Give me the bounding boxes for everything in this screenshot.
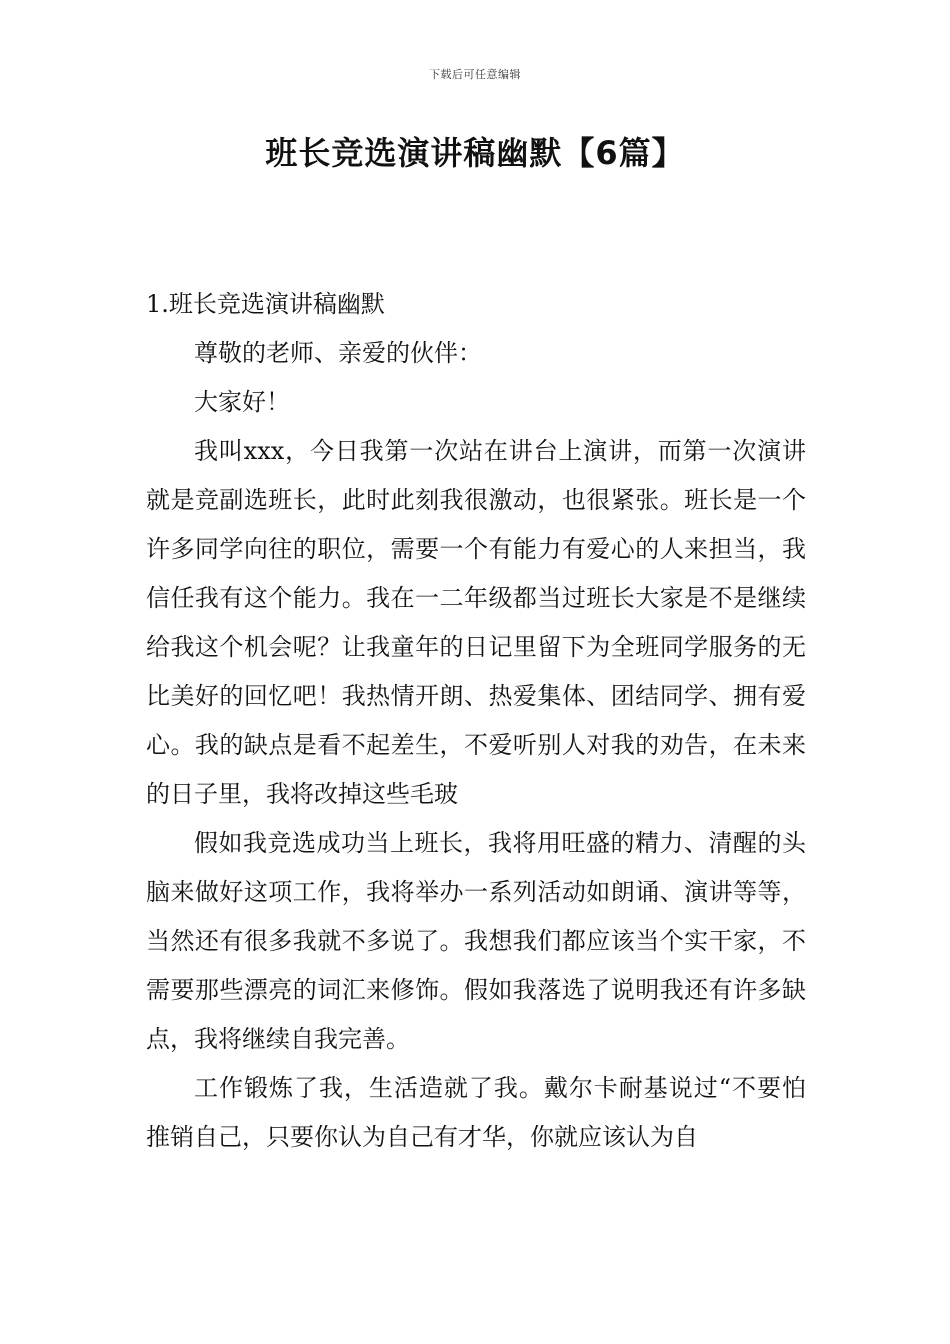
body-paragraph: 我叫xxx，今日我第一次站在讲台上演讲，而第一次演讲就是竞副选班长，此时此刻我很激动，也很紧张。班长是一个许多同学向往的职位，需要一个有能力有爱心的人来担当，我信任我有这个能力。我在一二年级都当过班长大家是不是继续给我这个机会呢？让我童年的日记里留下为全班同学服务的无比美好的回忆吧！我热情开朗、热爱集体、团结同学、拥有爱心。我的缺点是看不起差生，不爱听别人对我的劝告，在未来的日子里，我将改掉这些毛玻 xyxy=(146,437,806,808)
greeting-line: 大家好！ xyxy=(194,388,290,416)
greeting-line: 尊敬的老师、亲爱的伙伴： xyxy=(194,339,482,367)
body-paragraph: 工作锻炼了我，生活造就了我。戴尔卡耐基说过“不要怕推销自己，只要你认为自己有才华，你就应该认为自 xyxy=(146,1074,806,1151)
header-note: 下载后可任意编辑 xyxy=(429,68,521,81)
section-heading: 1.班长竞选演讲稿幽默 xyxy=(146,290,385,318)
body-paragraph: 假如我竞选成功当上班长，我将用旺盛的精力、清醒的头脑来做好这项工作，我将举办一系列活动如朗诵、演讲等等，当然还有很多我就不多说了。我想我们都应该当个实干家，不需要那些漂亮的词汇来修饰。假如我落选了说明我还有许多缺点，我将继续自我完善。 xyxy=(146,829,806,1053)
document-body xyxy=(146,280,806,1162)
document-title: 班长竞选演讲稿幽默【6篇】 xyxy=(265,134,685,172)
